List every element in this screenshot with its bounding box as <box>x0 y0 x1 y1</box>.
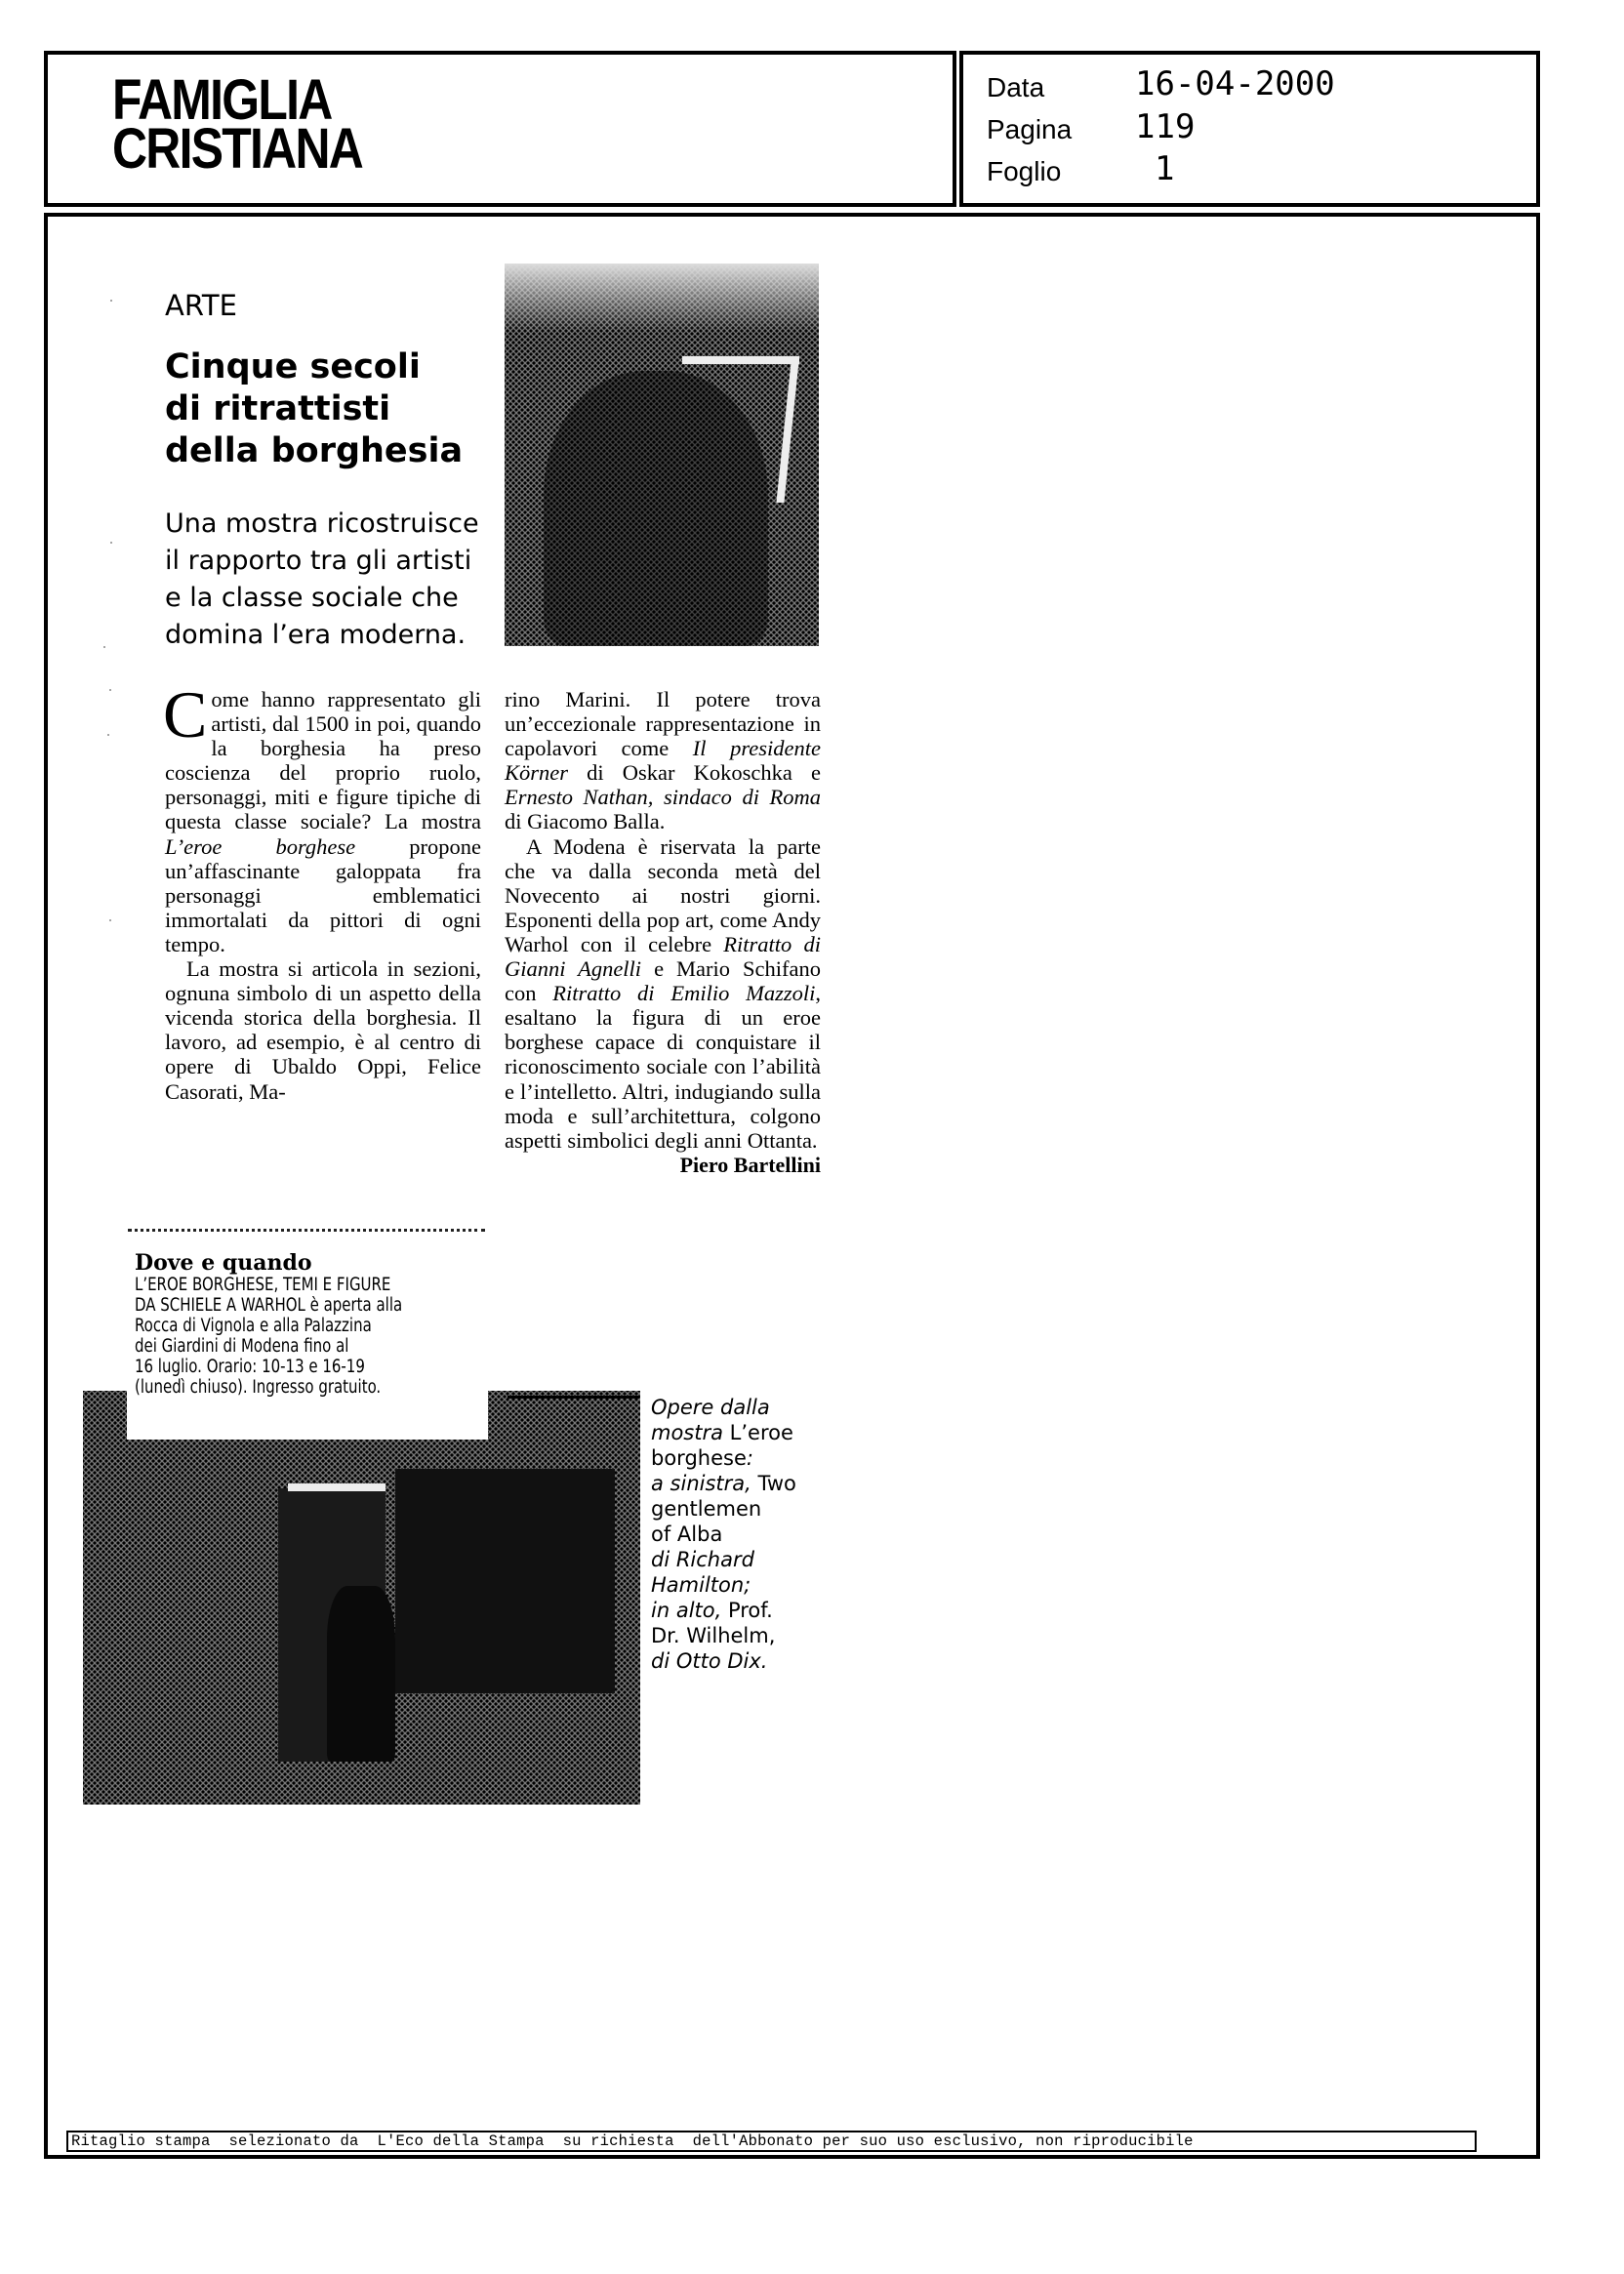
data-value: 16-04-2000 <box>1135 64 1335 103</box>
scan-speck <box>109 919 111 921</box>
dotted-separator <box>128 1229 485 1232</box>
caption-text: Dr. Wilhelm, <box>651 1624 776 1647</box>
caption-text: in alto, <box>651 1599 722 1622</box>
footer-notice-box <box>66 2131 1477 2152</box>
body-text: ome hanno rappresentato gli artisti, dal 1500 in poi, quando la borghesia ha preso coscienza del proprio ruolo, personaggi, miti e figure tipiche di questa classe sociale? La mostra <box>165 687 481 834</box>
standfirst-line: domina l’era moderna. <box>165 620 467 650</box>
headline-line: di ritrattisti <box>165 389 391 428</box>
photo-door-light <box>288 1483 386 1491</box>
caption-text: di Otto Dix. <box>651 1649 768 1673</box>
info-box-text <box>135 1275 468 1398</box>
scan-speck <box>110 542 112 544</box>
headline-line: Cinque secoli <box>165 347 421 386</box>
scan-speck <box>109 689 111 691</box>
body-paragraph: La mostra si articola in sezioni, ognuna simbolo di un aspetto della vicenda storica della borghesia. Il lavoro, ad esempio, è al centro di opere di Ubaldo Oppi, Felice Casorati, Ma- <box>165 956 481 1104</box>
scan-speck <box>110 300 112 302</box>
body-text: di Oskar Kokoschka e <box>568 760 821 786</box>
publication-name-line2: CRISTIANA <box>112 117 363 181</box>
body-text: propone un’affascinante galoppata fra personaggi emblematici immortalati da pittori di ogni tempo. <box>165 833 482 956</box>
masthead-box <box>44 51 956 207</box>
artwork-title: Ernesto Nathan, sindaco di Roma <box>505 785 821 810</box>
info-line: dei Giardini di Modena fino al <box>135 1336 349 1357</box>
standfirst-line: Una mostra ricostruisce <box>165 508 479 539</box>
info-box <box>127 1239 488 1440</box>
footer-notice: Ritaglio stampa selezionato da L'Eco della Stampa su richiesta dell'Abbonato per suo uso esclusivo, non riproducibile <box>71 2132 1194 2150</box>
caption-text: Opere dalla <box>651 1396 770 1419</box>
article-column-1 <box>163 677 482 1104</box>
caption-text: L’eroe <box>722 1421 793 1444</box>
info-box-title: Dove e quando <box>135 1250 312 1276</box>
caption-text: di Richard <box>651 1548 754 1571</box>
headline-line: della borghesia <box>165 431 464 470</box>
foglio-label: Foglio <box>987 156 1062 186</box>
standfirst-line: il rapporto tra gli artisti <box>165 546 472 576</box>
photo-top-rule <box>508 1396 639 1399</box>
exhibition-title: L’eroe borghese <box>165 833 356 859</box>
metadata-box <box>959 51 1540 207</box>
photo-frame-edge <box>682 356 799 364</box>
artwork-title: Il presidente Körner <box>505 736 821 786</box>
caption-text: a sinistra, <box>651 1472 751 1495</box>
foglio-value: 1 <box>1155 149 1175 188</box>
caption-text: Hamilton; <box>651 1573 751 1597</box>
headline <box>165 346 463 472</box>
caption-text: Prof. <box>721 1599 773 1622</box>
publication-name-line1: FAMIGLIA <box>112 68 332 132</box>
body-text: di Giacomo Balla. <box>505 809 666 834</box>
info-line: DA SCHIELE A WARHOL è aperta alla <box>135 1295 403 1316</box>
caption-text: borghese <box>651 1446 747 1470</box>
info-line: 16 luglio. Orario: 10-13 e 16-19 <box>135 1357 365 1377</box>
body-text: e Mario Schifano con <box>505 956 821 1006</box>
artwork-title: Ritratto di Gianni Agnelli <box>505 931 821 982</box>
info-line: (lunedì chiuso). Ingresso gratuito. <box>135 1377 382 1398</box>
caption-text: of Alba <box>651 1523 723 1546</box>
masthead-underline <box>48 203 163 207</box>
publication-logo <box>112 68 363 181</box>
caption-text: Two <box>751 1472 796 1495</box>
body-text: A Modena è riservata la parte che va dalla seconda metà del Novecento ai nostri giorni. Esponenti della pop art, come Andy Warhol con il celebre <box>505 833 821 956</box>
scan-speck <box>107 734 109 736</box>
body-text: rino Marini. Il potere trova un’eccezionale rappresentazione in capolavori come <box>505 687 821 761</box>
photo-dark-area <box>395 1469 615 1693</box>
section-kicker: ARTE <box>165 289 237 322</box>
body-text: , esaltano la figura di un eroe borghese capace di conquistare il riconoscimento sociale con l’abilità e l’intelletto. Altri, indugiando sulla moda e sull’architettura, colgono aspetti simbolici degli anni Ottanta. <box>505 981 821 1153</box>
caption-text: gentlemen <box>651 1497 762 1521</box>
info-line: L’EROE BORGHESE, TEMI E FIGURE <box>135 1275 391 1295</box>
photo-caption <box>651 1395 846 1674</box>
photo-portrait <box>505 264 819 646</box>
artwork-title: Ritratto di Emilio Mazzoli <box>552 981 816 1006</box>
photo-highlight <box>505 264 819 332</box>
data-label: Data <box>987 72 1045 102</box>
pagina-value: 119 <box>1135 107 1196 146</box>
info-line: Rocca di Vignola e alla Palazzina <box>135 1316 372 1336</box>
photo-figure <box>544 371 768 646</box>
photo-figure <box>327 1586 395 1762</box>
byline: Piero Bartellini <box>679 1152 821 1177</box>
pagina-label: Pagina <box>987 114 1073 144</box>
scan-speck <box>103 646 105 648</box>
standfirst <box>165 506 479 654</box>
photo-two-gentlemen <box>83 1391 640 1805</box>
photo-frame-edge <box>776 361 798 503</box>
caption-text: : <box>746 1446 753 1470</box>
article-column-2 <box>505 687 821 1177</box>
caption-text: mostra <box>651 1421 723 1444</box>
dropcap: C <box>163 677 208 751</box>
standfirst-line: e la classe sociale che <box>165 583 459 613</box>
